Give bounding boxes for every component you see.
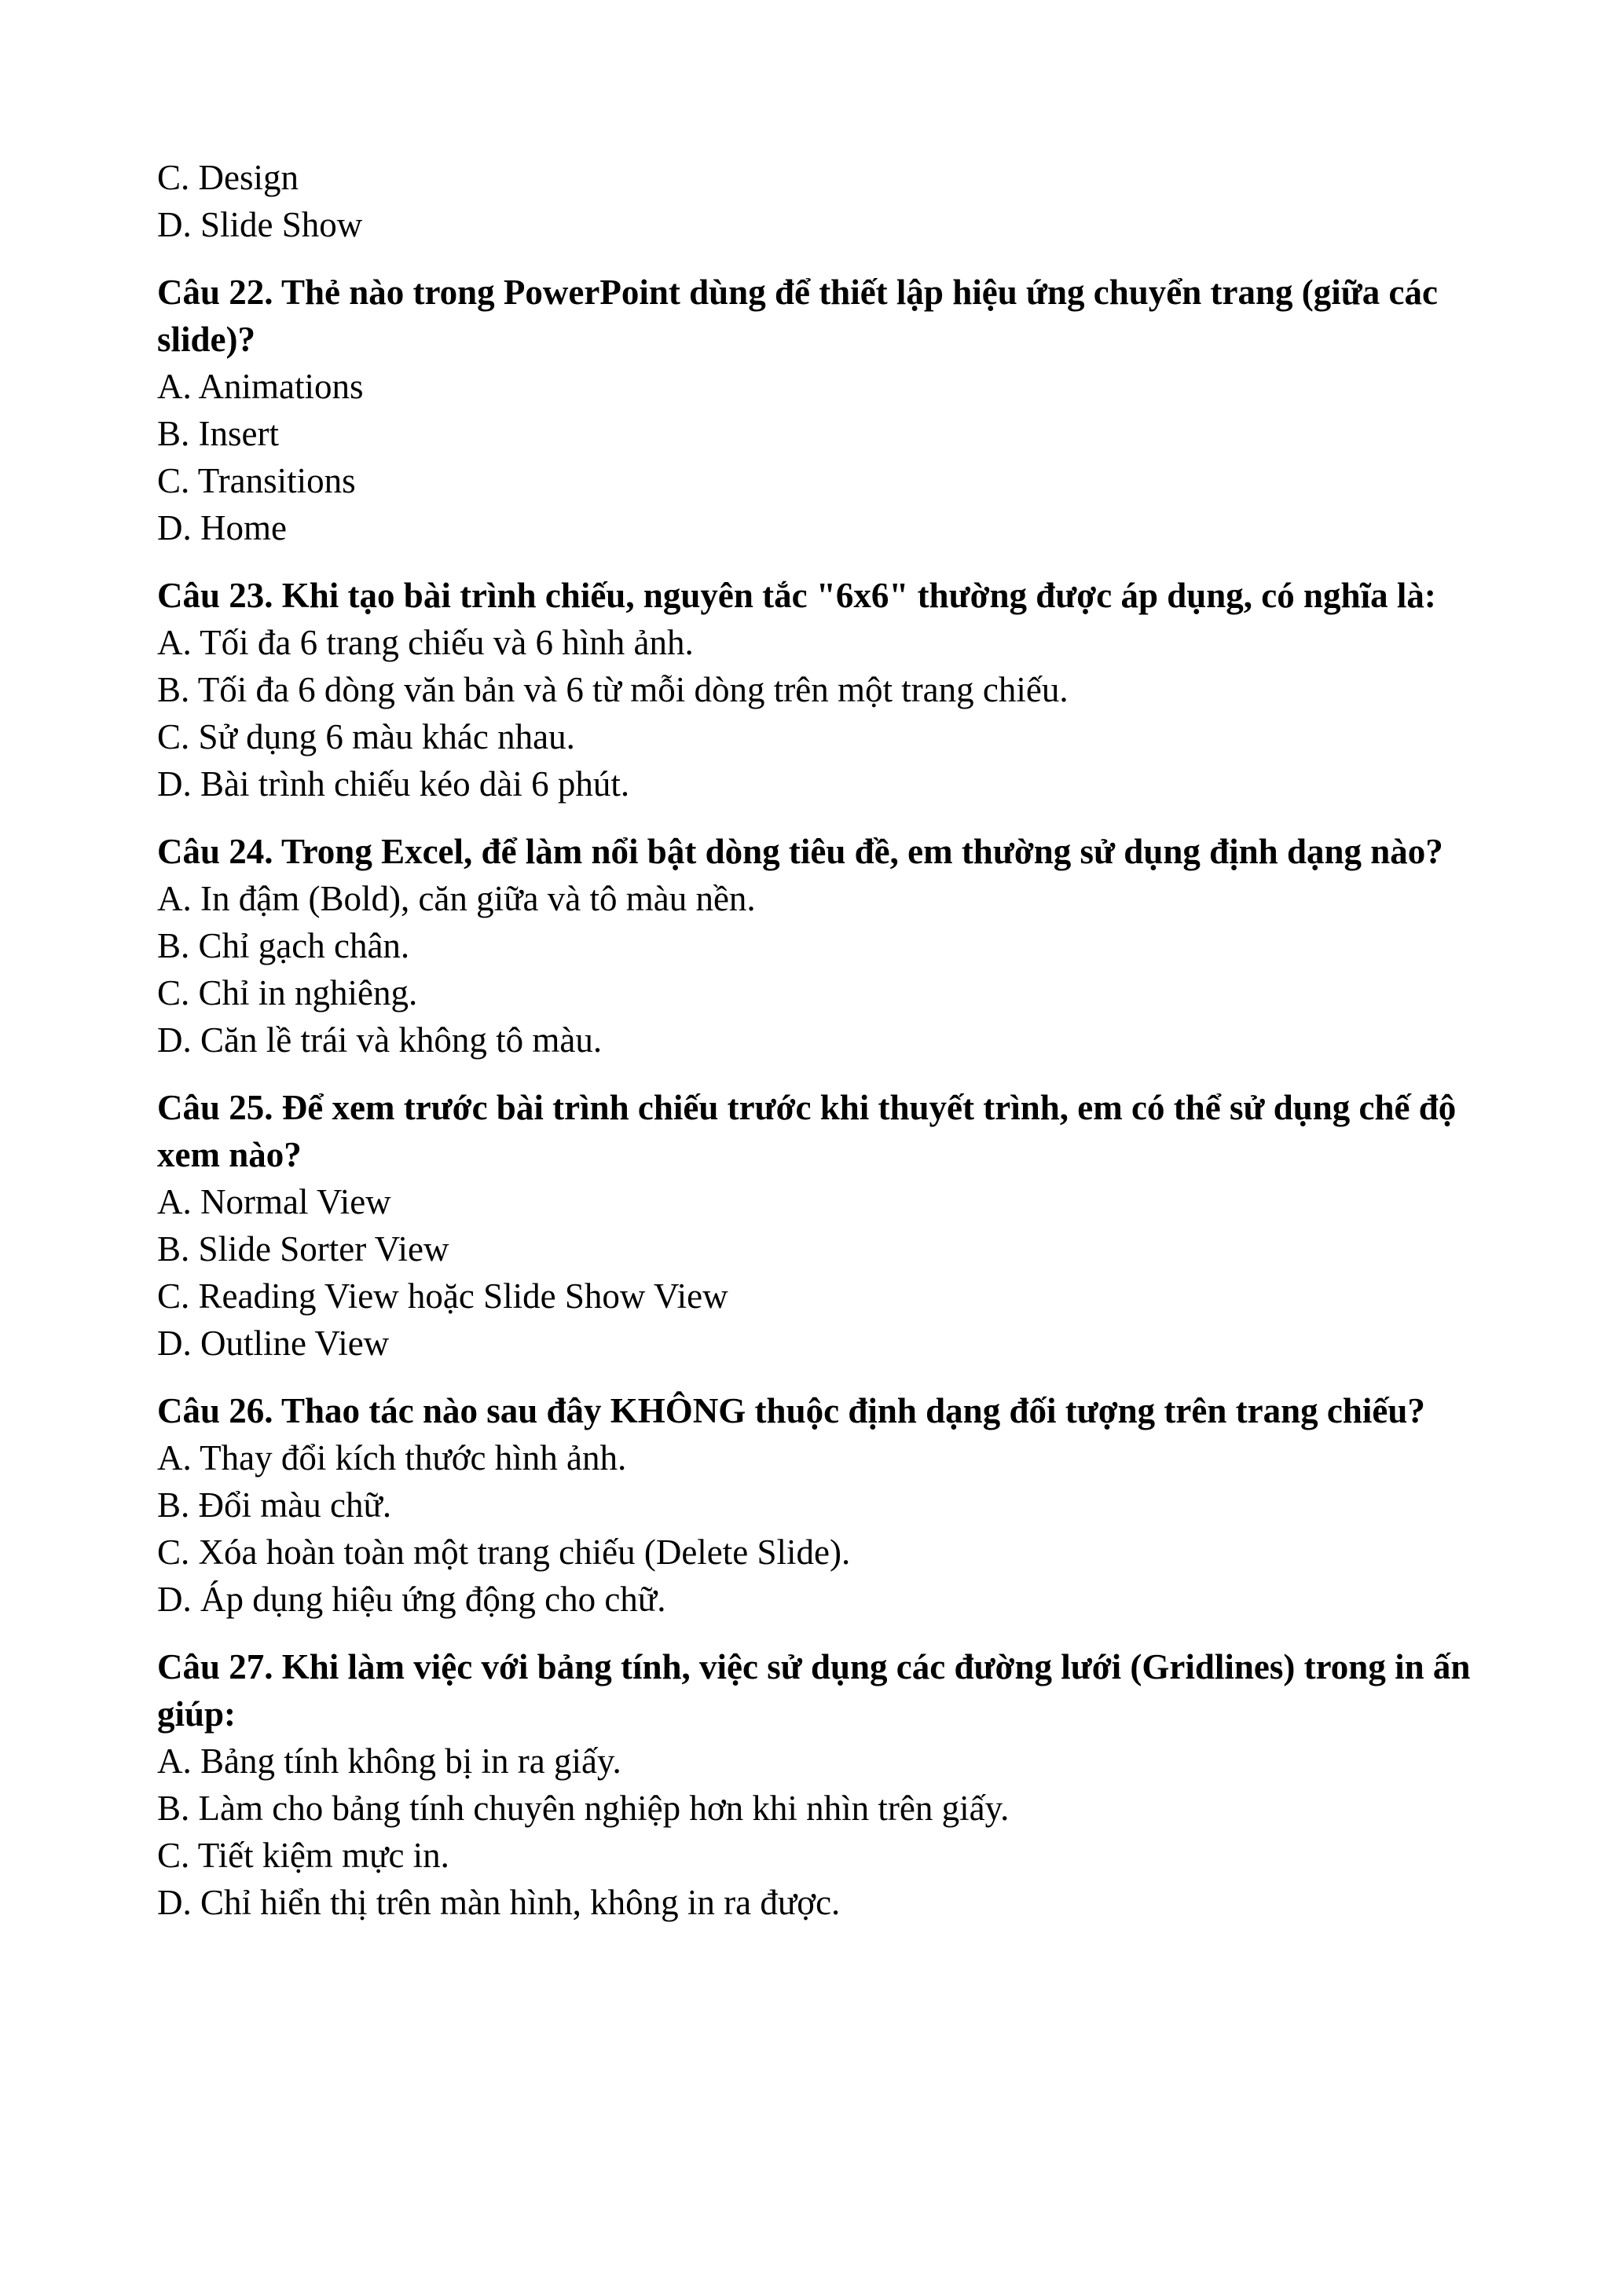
option-d: D. Căn lề trái và không tô màu. (157, 1020, 603, 1060)
option-b: B. Làm cho bảng tính chuyên nghiệp hơn khi nhìn trên giấy. (157, 1789, 1010, 1828)
option-a: A. Normal View (157, 1182, 391, 1221)
option-c: C. Xóa hoàn toàn một trang chiếu (Delete Slide). (157, 1532, 851, 1572)
option-d: D. Bài trình chiếu kéo dài 6 phút. (157, 764, 630, 804)
option-a: A. Animations (157, 367, 364, 406)
option-a: A. Tối đa 6 trang chiếu và 6 hình ảnh. (157, 623, 694, 662)
option-b: B. Insert (157, 414, 279, 453)
option-b: B. Đổi màu chữ. (157, 1485, 392, 1525)
option-d: D. Slide Show (157, 205, 363, 244)
option-d: D. Áp dụng hiệu ứng động cho chữ. (157, 1580, 666, 1619)
option-c: C. Tiết kiệm mực in. (157, 1836, 449, 1875)
option-c: C. Chỉ in nghiêng. (157, 973, 418, 1013)
question-27 (157, 1643, 1493, 1926)
question-title: Câu 25. Để xem trước bài trình chiếu trước khi thuyết trình, em có thể sử dụng chế độ xem nào? (157, 1088, 1457, 1174)
continued-options (157, 154, 1493, 248)
question-title: Câu 26. Thao tác nào sau đây KHÔNG thuộc định dạng đối tượng trên trang chiếu? (157, 1391, 1425, 1430)
option-b: B. Tối đa 6 dòng văn bản và 6 từ mỗi dòng trên một trang chiếu. (157, 670, 1069, 709)
question-title: Câu 22. Thẻ nào trong PowerPoint dùng để thiết lập hiệu ứng chuyển trang (giữa các slide)? (157, 273, 1438, 359)
option-b: B. Slide Sorter View (157, 1229, 449, 1269)
option-a: A. Bảng tính không bị in ra giấy. (157, 1741, 621, 1781)
option-d: D. Home (157, 508, 287, 547)
document-page (157, 154, 1493, 1926)
option-c: C. Reading View hoặc Slide Show View (157, 1276, 728, 1316)
option-d: D. Chỉ hiển thị trên màn hình, không in ra được. (157, 1883, 841, 1922)
option-c: C. Design (157, 158, 299, 197)
option-a: A. In đậm (Bold), căn giữa và tô màu nền. (157, 879, 756, 918)
option-b: B. Chỉ gạch chân. (157, 926, 410, 965)
option-a: A. Thay đổi kích thước hình ảnh. (157, 1438, 627, 1478)
question-25 (157, 1084, 1493, 1367)
option-c: C. Transitions (157, 461, 356, 500)
option-c: C. Sử dụng 6 màu khác nhau. (157, 717, 575, 756)
question-title: Câu 23. Khi tạo bài trình chiếu, nguyên tắc "6x6" thường được áp dụng, có nghĩa là: (157, 576, 1436, 615)
question-22 (157, 269, 1493, 551)
question-24 (157, 828, 1493, 1064)
question-23 (157, 572, 1493, 807)
question-26 (157, 1387, 1493, 1623)
question-title: Câu 27. Khi làm việc với bảng tính, việc sử dụng các đường lưới (Gridlines) trong in ấn giúp: (157, 1647, 1471, 1734)
question-title: Câu 24. Trong Excel, để làm nổi bật dòng tiêu đề, em thường sử dụng định dạng nào? (157, 832, 1443, 871)
option-d: D. Outline View (157, 1324, 390, 1363)
